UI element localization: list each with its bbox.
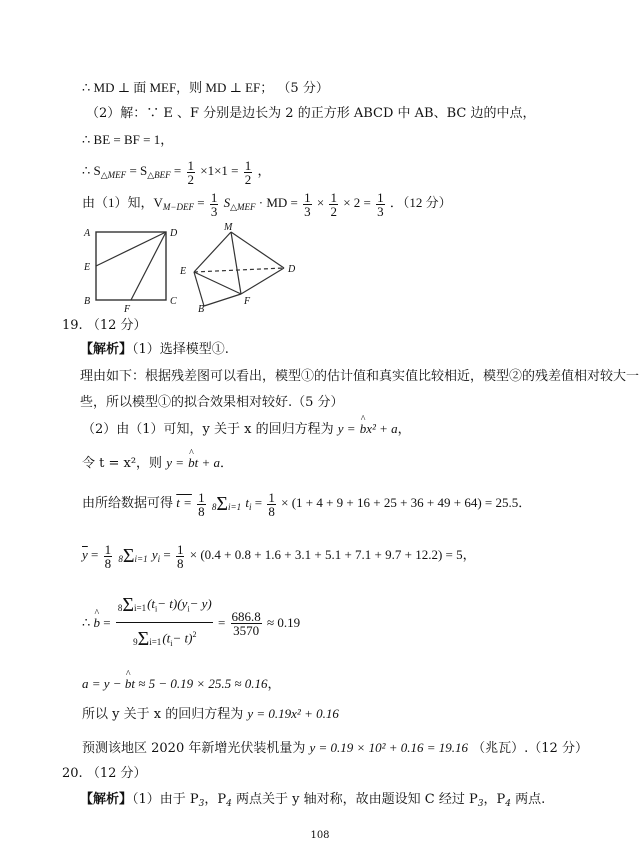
q19-part2-equation: （2）由（1）可知，y 关于 x 的回归方程为 y = ^ bx² + a，	[82, 421, 411, 438]
page-number: 108	[310, 830, 330, 841]
fraction-half: $\frac{1}{2}$	[330, 189, 337, 219]
label-d: D	[170, 228, 178, 239]
label-a: A	[84, 228, 91, 239]
fraction-third: $\frac{1}{3}$	[304, 189, 311, 219]
q19-substitution: 令 t = x²，则 y = ^ bt + a．	[82, 455, 233, 472]
label-e: E	[84, 262, 91, 273]
fraction-half: $\frac{1}{2}$	[187, 157, 195, 187]
question-20-heading: 20. （12 分）	[62, 766, 147, 781]
q19-prediction: 预测该地区 2020 年新增光伏装机量为 y = 0.19 × 10² + 0.16 = 19.16 （兆瓦）.（12 分）	[82, 740, 588, 756]
fraction-half: $\frac{1}{2}$	[244, 157, 252, 187]
sigma-sum: 8Σi=1	[211, 493, 242, 516]
q19-y-mean: $\overline{y}$ = $\frac{1}{8}$ 8Σi=1 $y_i$ = $\frac{1}{8}$ × (0.4 + 0.8 + 1.6 + 3.1 + 5.1 + 7.1 + 9.7 + 12.2) = 5，	[82, 541, 476, 571]
sigma-sum: 8Σi=1	[118, 545, 148, 568]
line-part2-intro: （2）解：∵ E 、F 分别是边长为 2 的正方形 ABCD 中 AB、BC 边的中点，	[86, 106, 536, 121]
q19-regression-result: 所以 y 关于 x 的回归方程为 y = 0.19x² + 0.16	[82, 706, 339, 722]
q19-reason-line2: 些，所以模型①的拟合效果相对较好.（5 分）	[80, 395, 344, 410]
regression-fraction: $\frac{8\Sigma i=1(t_i- t)(y_i- y)}{9\Sigma i=1(t_i- t)^2}$	[116, 592, 213, 656]
label-f: F	[124, 304, 131, 314]
q19-t-mean: 由所给数据可得 t = $\frac{1}{8}$ 8Σi=1 $t_i$ = $\frac{1}{8}$ × (1 + 4 + 9 + 16 + 25 + 36 + 49 + 64) = 25.5．	[82, 489, 532, 519]
label-b: B	[84, 296, 91, 307]
label-c: C	[170, 296, 177, 307]
question-19-heading: 19. （12 分）	[62, 318, 147, 333]
line-be-bf: ∴ BE = BF = 1，	[82, 132, 174, 147]
label-m: M	[224, 222, 233, 233]
q19-reason-line1: 理由如下：根据残差图可以看出，模型①的估计值和真实值比较相近，模型②的残差值相对较大一	[80, 369, 640, 384]
q19-a-value: a = y − ^ bt ≈ 5 − 0.19 × 25.5 ≈ 0.16，	[82, 676, 281, 692]
figure-square	[78, 224, 188, 314]
label-b2: B	[198, 304, 205, 312]
line-area-equation: ∴ $S_{\triangle MEF} = S_{\triangle BEF}$ = $\frac{1}{2}$ ×1×1 = $\frac{1}{2}$ ，	[82, 157, 271, 187]
segment-ed	[96, 232, 166, 266]
line-volume-equation: 由（1）知，$V_{M-DEF}$ = $\frac{1}{3}$ $S_{\triangle MEF}$ · MD = $\frac{1}{3}$ × $\frac{1}{2}$ × 2 = $\frac{1}{3}$ ．（12 分）	[82, 189, 452, 219]
label-e2: E	[180, 266, 187, 277]
q20-part1: 【解析】（1）由于 $P_3$，$P_4$ 两点关于 y 轴对称，故由题设知 C 经过 $P_3$，$P_4$ 两点.	[80, 792, 546, 809]
q19-b-hat: ∴ ^ b = $\frac{8\Sigma i=1(t_i- t)(y_i- y)}{9\Sigma i=1(t_i- t)^2}$ = $\frac{686.8}{3570}$ ≈ 0.19	[82, 592, 300, 656]
label-d2: D	[288, 264, 296, 275]
label-f2: F	[244, 296, 251, 307]
fraction-third: $\frac{1}{3}$	[210, 189, 218, 219]
q19-part1: 【解析】（1）选择模型①.	[80, 342, 229, 357]
segment-fd	[131, 232, 166, 300]
figure-tetrahedron	[176, 220, 306, 312]
square-abcd	[96, 232, 166, 300]
fraction-third: $\frac{1}{3}$	[377, 189, 384, 219]
line-md-perp: ∴ MD ⊥ 面 MEF，则 MD ⊥ EF； （5 分）	[82, 80, 329, 96]
